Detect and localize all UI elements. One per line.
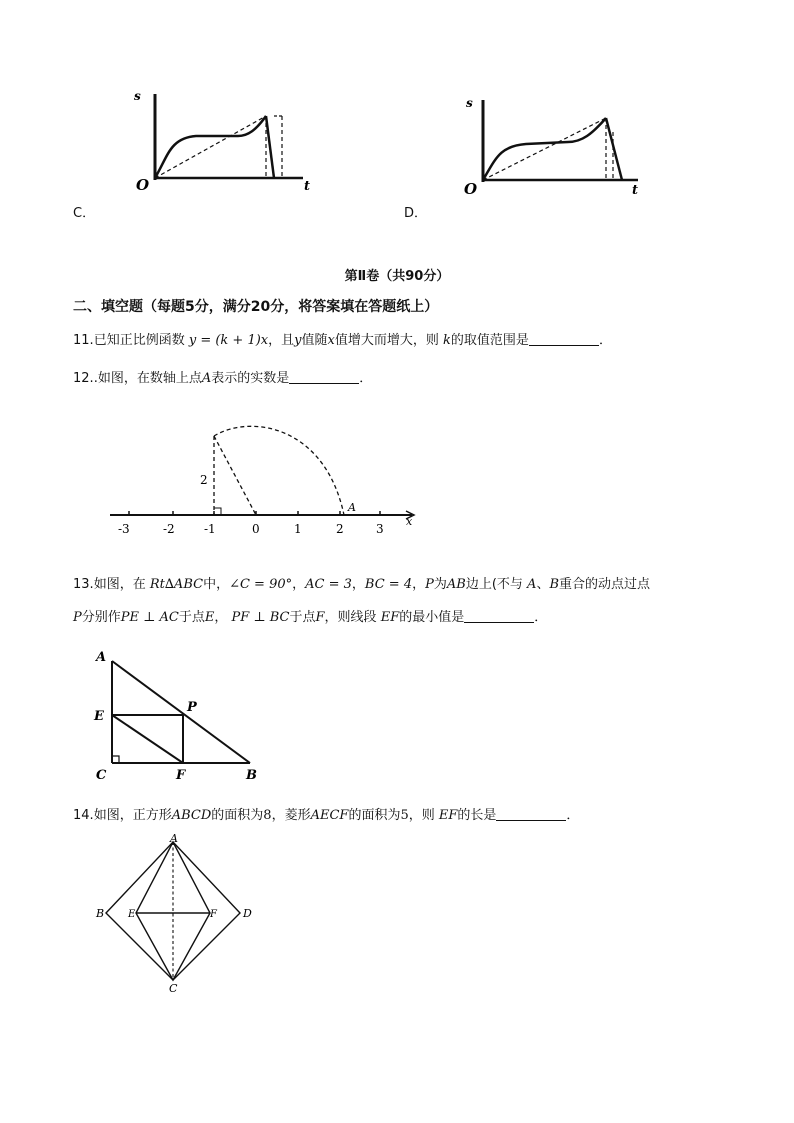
q13-line2-text-1: 分别作: [81, 610, 121, 625]
q12-tick-neg1: -1: [204, 522, 216, 536]
option-c-graph: [128, 86, 328, 198]
q13-text-8: 、: [536, 577, 550, 592]
q12-number-line-figure: [100, 420, 430, 545]
q14-abcd: ABCD: [171, 808, 212, 823]
q12-answer-blank[interactable]: [289, 369, 359, 384]
q12-tick-2: 2: [336, 522, 344, 536]
q14-area-8: 8: [263, 808, 272, 823]
q11-var-k: k: [443, 333, 451, 348]
q12-tick-1: 1: [294, 522, 302, 536]
q13-text-6: 为: [433, 577, 447, 592]
q11-text-3: 值随: [301, 333, 328, 348]
q11-number: 11.: [73, 333, 94, 348]
q13-answer-blank[interactable]: [464, 608, 534, 623]
q11-text-5: 的取值范围是: [450, 333, 529, 348]
q14-label-f: F: [210, 909, 217, 920]
q13-f: F: [315, 610, 325, 625]
option-d-graph: [456, 92, 656, 204]
q13-line2-text-6: 的最小值是: [399, 610, 465, 625]
q11-text-2: ，且: [268, 333, 295, 348]
q13-label-c: C: [96, 768, 107, 783]
q13-text-4: ，: [351, 577, 365, 592]
q14-label-a: A: [170, 832, 178, 845]
q13-text-3: ，: [292, 577, 306, 592]
q13-p: P: [425, 577, 434, 592]
q12-text-1: .如图，在数轴上点: [93, 371, 202, 386]
q14-label-b: B: [96, 907, 105, 920]
q11-text-1: 已知正比例函数: [93, 333, 185, 348]
q12-height-label: 2: [200, 473, 208, 487]
q14-text-4: 的面积为: [348, 808, 401, 823]
q12-tick-3: 3: [376, 522, 384, 536]
q12-tick-0: 0: [252, 522, 260, 536]
q14-area-5: 5: [400, 808, 409, 823]
q14-text-3: ，菱形: [271, 808, 311, 823]
q13-text-7: 边上(不与: [465, 577, 523, 592]
q14-text-2: 的面积为: [211, 808, 264, 823]
q12-axis-label: x: [406, 515, 413, 528]
q13-ef: EF: [380, 610, 400, 625]
section-title: 第Ⅱ卷（共90分）: [344, 269, 450, 284]
q13-b: B: [549, 577, 560, 592]
q14-number: 14.: [73, 808, 94, 823]
question-13-line-1: [73, 574, 650, 596]
q13-number: 13.: [73, 577, 94, 592]
q12-tick-neg2: -2: [163, 522, 175, 536]
option-c-origin: O: [136, 176, 150, 194]
question-12: [73, 368, 372, 390]
q14-text-1: 如图，正方形: [93, 808, 172, 823]
option-d-axis-y: s: [466, 96, 473, 110]
part2-heading: 二、填空题（每题5分，满分20分，将答案填在答题纸上）: [73, 299, 439, 315]
q12-text-2: 表示的实数是: [211, 371, 290, 386]
q13-text-1: 如图，在: [93, 577, 146, 592]
q13-triangle: Rt∆ABC: [149, 577, 204, 592]
option-c-label: C．: [73, 206, 96, 221]
q12-tick-neg3: -3: [118, 522, 130, 536]
option-d-label: D．: [404, 206, 428, 221]
q13-line2-p: P: [73, 610, 82, 625]
q13-triangle-figure: [90, 645, 270, 785]
q14-aecf: AECF: [310, 808, 349, 823]
option-c-axis-y: s: [134, 89, 141, 103]
q13-ab: AB: [446, 577, 466, 592]
q13-pe: PE ⊥ AC: [120, 610, 179, 625]
q13-text-9: 重合的动点过点: [559, 577, 651, 592]
q12-point-a-label: A: [348, 501, 356, 514]
q11-answer-blank[interactable]: [529, 331, 599, 346]
q14-text-5: ，则: [408, 808, 435, 823]
option-d-axis-x: t: [632, 183, 639, 198]
q13-angle: ∠C = 90°: [229, 577, 293, 592]
q13-ac: AC = 3: [305, 577, 352, 592]
q14-end: ．: [566, 808, 580, 823]
q13-label-b: B: [246, 768, 257, 783]
q12-point-a: A: [201, 371, 212, 386]
q13-bc: BC = 4: [364, 577, 413, 592]
q13-pf: PF ⊥ BC: [231, 610, 290, 625]
option-c-axis-x: t: [304, 179, 311, 194]
q14-square-rhombus-figure: [92, 830, 272, 1000]
q13-end: ．: [534, 610, 548, 625]
q13-line2-text-2: 于点: [178, 610, 205, 625]
q12-number: 12.: [73, 371, 94, 386]
q14-label-e: E: [128, 909, 136, 920]
q13-a: A: [527, 577, 537, 592]
q13-label-f: F: [176, 768, 186, 783]
question-14: [73, 805, 579, 827]
q11-formula: y = (k + 1)x: [188, 333, 269, 348]
question-11: [73, 330, 612, 352]
q13-line2-text-5: ，则线段: [324, 610, 377, 625]
q13-line2-text-4: 于点: [289, 610, 316, 625]
q14-label-c: C: [169, 982, 178, 995]
q14-text-6: 的长是: [457, 808, 497, 823]
option-d-origin: O: [464, 180, 478, 198]
q13-text-2: 中，: [203, 577, 230, 592]
q11-text-4: 值增大而增大，则: [334, 333, 439, 348]
q13-label-e: E: [94, 709, 104, 724]
q13-text-5: ，: [412, 577, 426, 592]
q11-var-y: y: [294, 333, 302, 348]
q14-answer-blank[interactable]: [496, 806, 566, 821]
q12-end: ．: [359, 371, 373, 386]
q11-var-x: x: [327, 333, 335, 348]
q11-end: ．: [598, 333, 612, 348]
q14-ef: EF: [438, 808, 458, 823]
q13-line2-text-3: ，: [214, 610, 228, 625]
q13-e: E: [204, 610, 215, 625]
q13-label-a: A: [96, 650, 107, 665]
question-13-line-2: [73, 607, 547, 629]
q14-label-d: D: [243, 907, 252, 920]
q13-label-p: P: [187, 700, 197, 715]
